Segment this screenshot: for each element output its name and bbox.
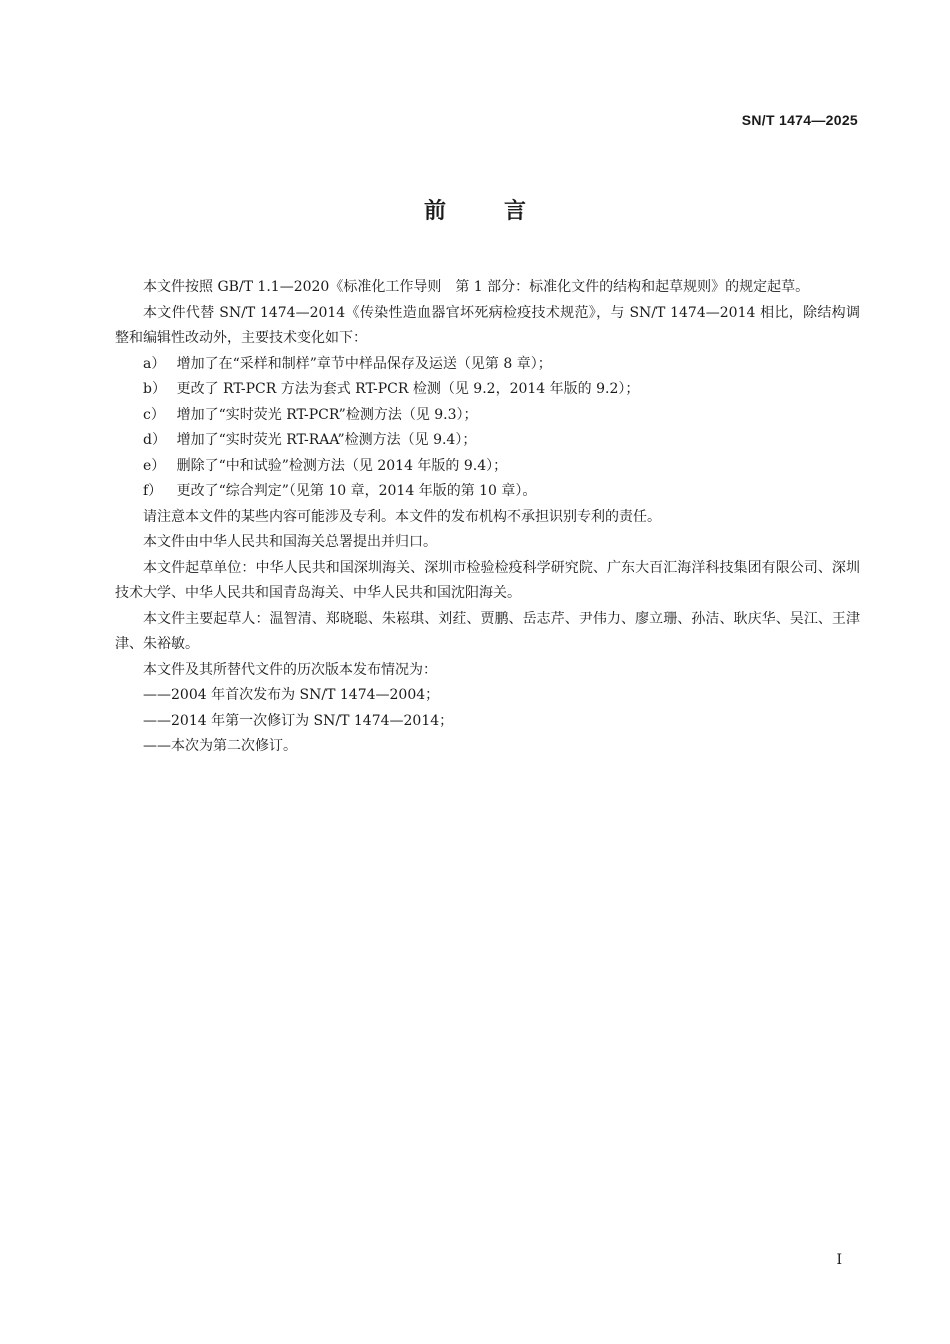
page-number: I (836, 1252, 842, 1268)
standard-code: SN/T 1474—2025 (741, 112, 858, 128)
paragraph-drafters: 本文件主要起草人：温智清、郑晓聪、朱崧琪、刘荭、贾鹏、岳志芹、尹伟力、廖立珊、孙洁、耿庆华、吴江、王津津、朱裕敏。 (115, 610, 860, 652)
foreword-body (115, 275, 860, 760)
change-item-text: 更改了 RT-PCR 方法为套式 RT-PCR 检测（见 9.2，2014 年版的 9.2）； (176, 381, 640, 397)
change-item-marker: a） (143, 355, 166, 372)
change-item-d (115, 428, 860, 454)
change-item-f (115, 479, 860, 505)
history-item: ——2014 年第一次修订为 SN/T 1474—2014； (143, 712, 454, 729)
history-item: ——2004 年首次发布为 SN/T 1474—2004； (143, 687, 440, 703)
change-item-text: 更改了“综合判定”（见第 10 章，2014 年版的第 10 章）。 (176, 483, 537, 499)
change-item-b (115, 377, 860, 403)
change-item-e (115, 454, 860, 480)
change-item-a (115, 352, 860, 378)
page-title: 前言 (423, 199, 584, 224)
change-item-marker: c） (143, 406, 165, 423)
paragraph-proposer: 本文件由中华人民共和国海关总署提出并归口。 (143, 534, 437, 550)
change-item-marker: f） (143, 483, 163, 499)
change-item-c (115, 403, 860, 429)
paragraph-patent-notice: 请注意本文件的某些内容可能涉及专利。本文件的发布机构不承担识别专利的责任。 (143, 508, 661, 525)
paragraph-drafting-rules: 本文件按照 GB/T 1.1—2020《标准化工作导则 第 1 部分：标准化文件的结构和起草规则》的规定起草。 (143, 279, 810, 295)
paragraph-history-intro: 本文件及其所替代文件的历次版本发布情况为： (143, 661, 437, 678)
paragraph-replacement: 本文件代替 SN/T 1474—2014《传染性造血器官坏死病检疫技术规范》，与 SN/T 1474—2014 相比，除结构调整和编辑性改动外，主要技术变化如下： (115, 304, 860, 346)
paragraph-drafting-units: 本文件起草单位：中华人民共和国深圳海关、深圳市检验检疫科学研究院、广东大百汇海洋科技集团有限公司、深圳技术大学、中华人民共和国青岛海关、中华人民共和国沈阳海关。 (115, 559, 860, 601)
change-item-text: 删除了“中和试验”检测方法（见 2014 年版的 9.4）； (176, 457, 508, 474)
change-item-marker: e） (143, 457, 166, 474)
change-item-text: 增加了“实时荧光 RT-PCR”检测方法（见 9.3）； (176, 406, 478, 423)
change-item-text: 增加了“实时荧光 RT-RAA”检测方法（见 9.4）； (176, 432, 477, 448)
history-item: ——本次为第二次修订。 (143, 738, 297, 754)
change-item-text: 增加了在“采样和制样”章节中样品保存及运送（见第 8 章）； (176, 355, 552, 372)
change-item-marker: d） (143, 432, 166, 448)
change-item-marker: b） (143, 381, 166, 397)
